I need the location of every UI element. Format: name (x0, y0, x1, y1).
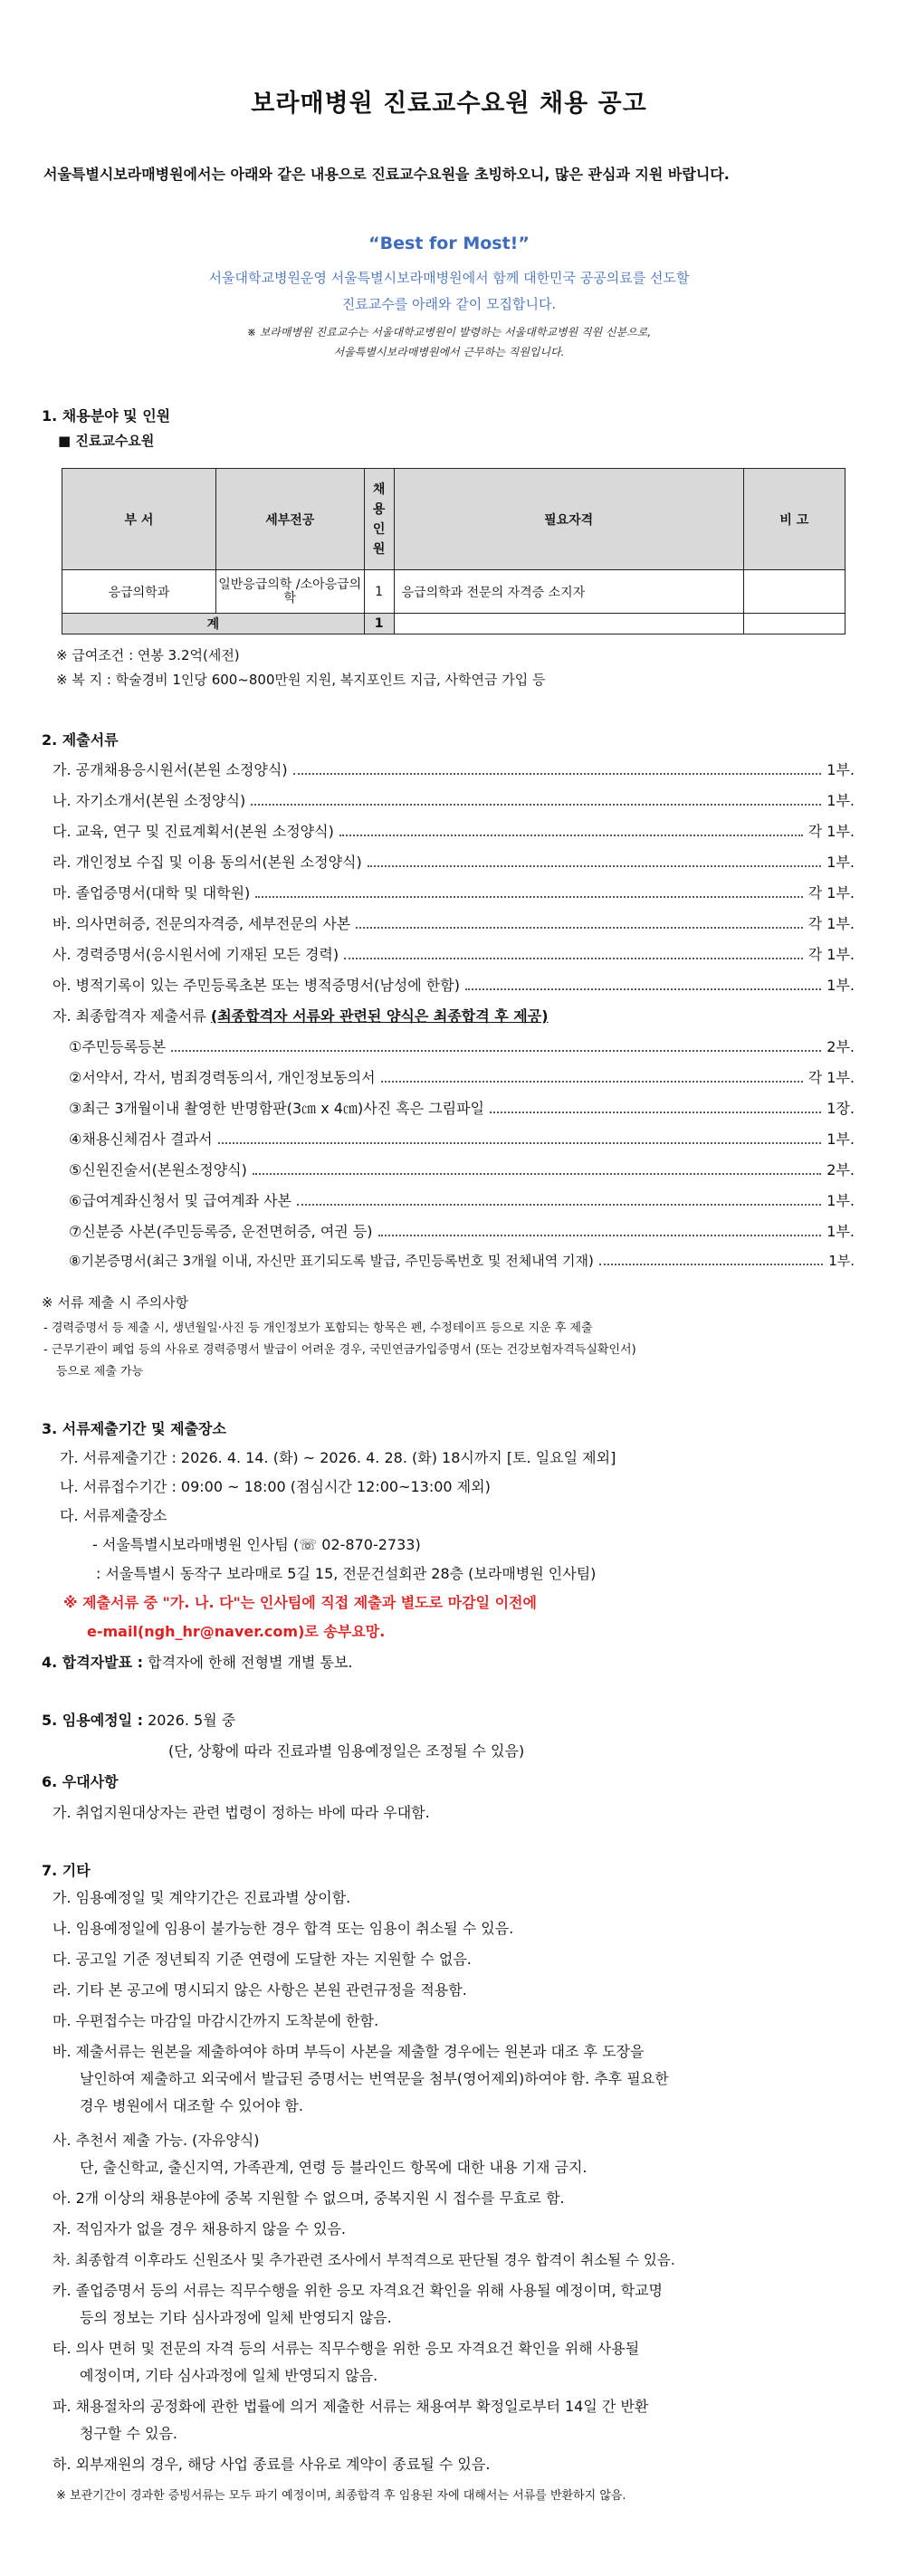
cell-count: 1 (364, 570, 394, 614)
section3-title: 3. 서류제출기간 및 제출장소 (42, 1420, 226, 1437)
recruitment-table (62, 468, 845, 634)
caution-1: - 경력증명서 등 제출 시, 생년월일·사진 등 개인정보가 포함되는 항목은 펜, 수정테이프 등으로 지운 후 제출 (43, 1321, 593, 1335)
header-qualification: 필요자격 (394, 469, 743, 570)
cell-note (743, 570, 845, 614)
list-item: ⑥급여계좌신청서 및 급여계좌 사본 1부. (69, 1192, 855, 1209)
list-item: 파. 채용절차의 공정화에 관한 법률에 의거 제출한 서류는 채용여부 확정일로부터 14일 간 반환 청구할 수 있음. (53, 2398, 649, 2442)
list-item: 바. 의사면허증, 전문의자격증, 세부전문의 사본 각 1부. (53, 915, 855, 932)
list-item: 사. 추천서 제출 가능. (자유양식) 단, 출신학교, 출신지역, 가족관계, 연령 등 블라인드 항목에 대한 내용 기재 금지. (53, 2132, 588, 2176)
header-dept: 부 서 (62, 469, 216, 570)
final-docs-heading: 자. 최종합격자 제출서류 (최종합격자 서류와 관련된 양식은 최종합격 후 제공) (53, 1007, 549, 1025)
list-item: 카. 졸업증명서 등의 서류는 직무수행을 위한 응모 자격요건 확인을 위해 사용될 예정이며, 학교명 등의 정보는 기타 심사과정에 일체 반영되지 않음. (53, 2282, 663, 2326)
list-item: ⑤신원진술서(본원소정양식) 2부. (69, 1161, 855, 1178)
list-item: ③최근 3개월이내 촬영한 반명함판(3㎝ x 4㎝)사진 혹은 그림파일 1장. (69, 1100, 855, 1117)
center-note-1: ※ 보라매병원 진료교수는 서울대학교병원이 발령하는 서울대학교병원 직원 신분으로, (246, 326, 652, 339)
center-note-2: 서울특별시보라매병원에서 근무하는 직원입니다. (333, 346, 565, 358)
caution-2: - 근무기관이 폐업 등의 사유로 경력증명서 발급이 어려운 경우, 국민연금가입증명서 (또는 건강보험자격득실확인서) (43, 1343, 636, 1357)
cell-major: 일반응급의학 /소아응급의학 (215, 570, 364, 614)
list-item: 다. 공고일 기준 정년퇴직 기준 연령에 도달한 자는 지원할 수 없음. (53, 1951, 472, 1968)
reception-hours: 나. 서류접수기간 : 09:00 ~ 18:00 (점심시간 12:00~13:00 제외) (60, 1478, 491, 1495)
hr-team-contact: - 서울특별시보라매병원 인사팀 (☏ 02-870-2733) (92, 1536, 421, 1553)
cell-dept: 응급의학과 (62, 570, 216, 614)
header-count: 채 용 인 원 (364, 469, 394, 570)
red-notice-1: ※ 제출서류 중 "가. 나. 다"는 인사팀에 직접 제출과 별도로 마감일 이전에 (63, 1594, 537, 1611)
footnote: ※ 보관기간이 경과한 증빙서류는 모두 파기 예정이며, 최종합격 후 임용된 자에 대해서는 서류를 반환하지 않음. (56, 2489, 626, 2503)
total-count: 1 (364, 614, 394, 634)
list-item: 나. 자기소개서(본원 소정양식) 1부. (53, 792, 855, 809)
list-item: 하. 외부재원의 경우, 해당 사업 종료를 사유로 계약이 종료될 수 있음. (53, 2456, 491, 2473)
list-item: 차. 최종합격 이후라도 신원조사 및 추가관련 조사에서 부적격으로 판단될 경우 합격이 취소될 수 있음. (53, 2252, 675, 2268)
list-item: 다. 교육, 연구 및 진료계획서(본원 소정양식) 각 1부. (53, 823, 855, 840)
intro-text: 서울특별시보라매병원에서는 아래와 같은 내용으로 진료교수요원을 초빙하오니, 많은 관심과 지원 바랍니다. (43, 166, 730, 183)
section2-title: 2. 제출서류 (42, 731, 119, 749)
section6-text: 가. 취업지원대상자는 관련 법령이 정하는 바에 따라 우대함. (53, 1804, 430, 1821)
list-item: ①주민등록등본 2부. (69, 1038, 855, 1055)
section6-title: 6. 우대사항 (42, 1773, 119, 1790)
list-item: ②서약서, 각서, 범죄경력동의서, 개인정보동의서 각 1부. (69, 1069, 855, 1086)
salary-note: ※ 급여조건 : 연봉 3.2억(세전) (56, 647, 240, 663)
list-item: 바. 제출서류는 원본을 제출하여야 하며 부득이 사본을 제출할 경우에는 원본과 대조 후 도장을 날인하여 제출하고 외국에서 발급된 증명서는 번역문을 첨부(영어제외)하여야 함. 추후 필요한 경우 병원에서 대조할 수 있어야 함. (53, 2043, 669, 2114)
header-note: 비 고 (743, 469, 845, 570)
total-label: 계 (62, 614, 365, 634)
hr-team-address: : 서울특별시 동작구 보라매로 5길 15, 전문건설회관 28층 (보라매병원 인사팀) (96, 1565, 597, 1582)
header-major: 세부전공 (215, 469, 364, 570)
list-item: ④채용신체검사 결과서 1부. (69, 1131, 855, 1148)
caution-3: 등으로 제출 가능 (56, 1365, 144, 1379)
list-item: 타. 의사 면허 및 전문의 자격 등의 서류는 직무수행을 위한 응모 자격요건 확인을 위해 사용될 예정이며, 기타 심사과정에 일체 반영되지 않음. (53, 2340, 640, 2384)
list-item: 마. 우편접수는 마감일 마감시간까지 도착분에 한함. (53, 2012, 379, 2029)
section5-note: (단, 상황에 따라 진료과별 임용예정일은 조정될 수 있음) (168, 1742, 525, 1760)
red-notice-2: e-mail(ngh_hr@naver.com)로 송부요망. (87, 1623, 386, 1640)
list-item: 라. 개인정보 수집 및 이용 동의서(본원 소정양식) 1부. (53, 854, 855, 871)
welfare-note: ※ 복 지 : 학술경비 1인당 600~800만원 지원, 복지포인트 지급, 사학연금 가입 등 (56, 672, 546, 688)
section1-title: 1. 채용분야 및 인원 (42, 407, 171, 425)
list-item: 라. 기타 본 공고에 명시되지 않은 사항은 본원 관련규정을 적용함. (53, 1981, 467, 1999)
list-item: 사. 경력증명서(응시원서에 기재된 모든 경력) 각 1부. (53, 946, 855, 963)
list-item: 아. 병적기록이 있는 주민등록초본 또는 병적증명서(남성에 한함) 1부. (53, 977, 855, 994)
blue-line-1: 서울대학교병원운영 서울특별시보라매병원에서 함께 대한민국 공공의료를 선도할 (208, 270, 690, 286)
list-item: 자. 적임자가 없을 경우 채용하지 않을 수 있음. (53, 2220, 346, 2237)
section4: 4. 합격자발표 : 합격자에 한해 전형별 개별 통보. (42, 1654, 353, 1671)
page-title: 보라매병원 진료교수요원 채용 공고 (251, 90, 647, 118)
slogan: “Best for Most!” (368, 234, 530, 253)
table-row (62, 570, 845, 614)
list-item: 가. 임용예정일 및 계약기간은 진료과별 상이함. (53, 1889, 351, 1906)
section7-title: 7. 기타 (42, 1862, 91, 1879)
list-item: 마. 졸업증명서(대학 및 대학원) 각 1부. (53, 884, 855, 902)
cell-qualification: 응급의학과 전문의 자격증 소지자 (394, 570, 743, 614)
list-item: ⑧기본증명서(최근 3개월 이내, 자신만 표기되도록 발급, 주민등록번호 및 전체내역 기재) 1부. (69, 1253, 855, 1269)
list-item: 가. 공개채용응시원서(본원 소정양식) 1부. (53, 761, 855, 778)
caution-title: ※ 서류 제출 시 주의사항 (42, 1294, 189, 1311)
list-item: 나. 임용예정일에 임용이 불가능한 경우 합격 또는 임용이 취소될 수 있음. (53, 1920, 514, 1937)
blue-line-2: 진료교수를 아래와 같이 모집합니다. (341, 296, 557, 312)
section5: 5. 임용예정일 : 2026. 5월 중 (42, 1712, 236, 1729)
section1-subtitle: ■ 진료교수요원 (58, 433, 155, 449)
list-item: 아. 2개 이상의 채용분야에 중복 지원할 수 없으며, 중복지원 시 접수를 무효로 함. (53, 2190, 565, 2207)
list-item: ⑦신분증 사본(주민등록증, 운전면허증, 여권 등) 1부. (69, 1223, 855, 1240)
submission-place-label: 다. 서류제출장소 (60, 1507, 167, 1524)
table-total-row (62, 614, 845, 634)
submission-period: 가. 서류제출기간 : 2026. 4. 14. (화) ~ 2026. 4. 28. (화) 18시까지 [토. 일요일 제외] (60, 1449, 616, 1466)
